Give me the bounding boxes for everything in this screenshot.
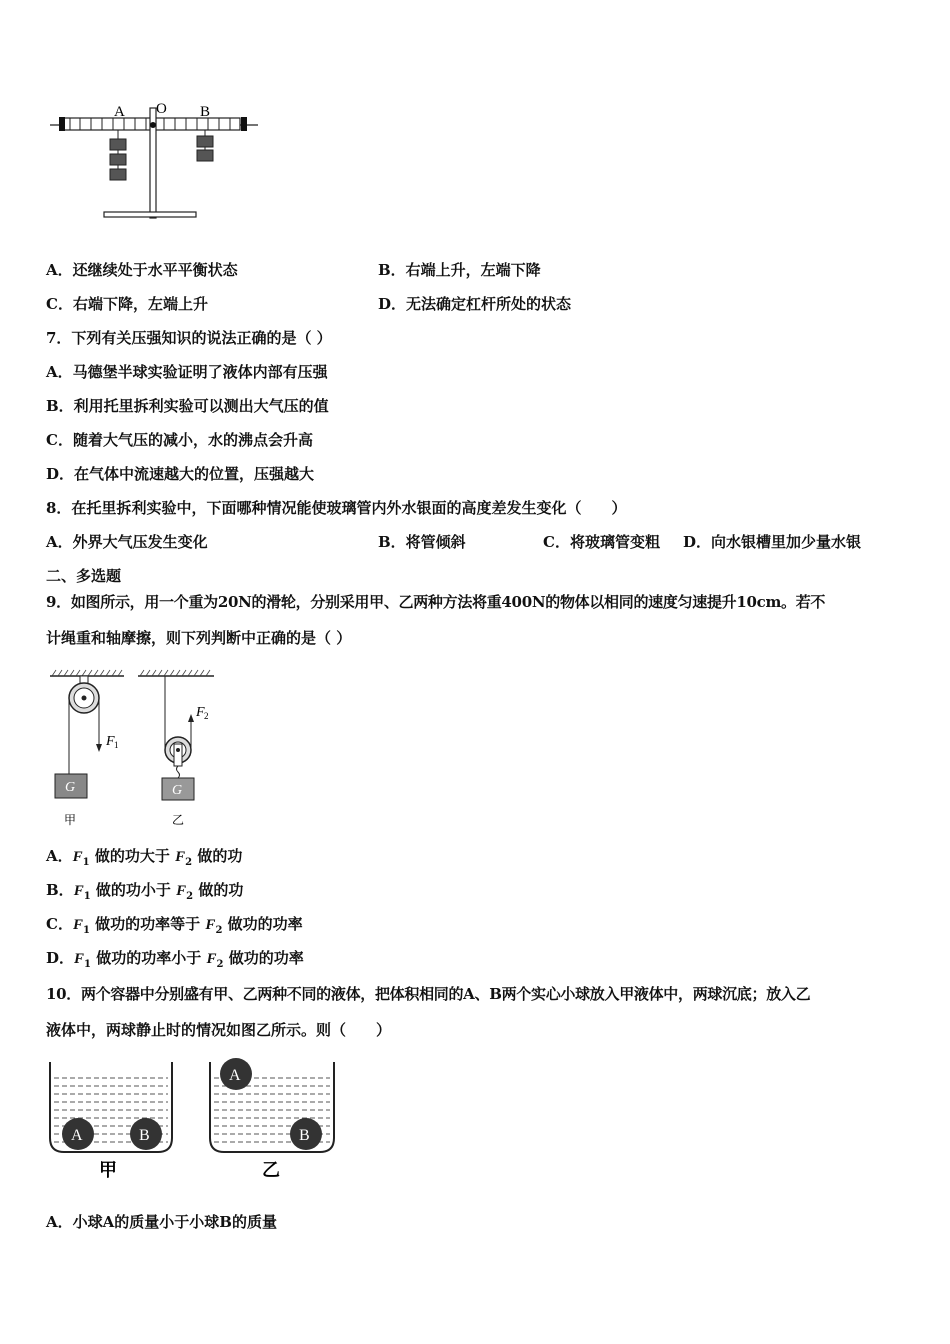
right-weights xyxy=(197,130,213,161)
weight-label-jia: G xyxy=(65,780,76,795)
q8-option-b: B．将管倾斜 xyxy=(378,533,466,551)
q10-option-a: A．小球A的质量小于小球B的质量 xyxy=(46,1213,277,1231)
container-jia xyxy=(50,1062,172,1180)
caption-jia-10: 甲 xyxy=(99,1160,117,1180)
q6-option-b: B．右端上升，左端下降 xyxy=(378,261,541,279)
lever-label-o: O xyxy=(156,101,167,117)
q9-option-b: B．$F_1$ 做的功小于 $F_2$ 做的功 xyxy=(46,881,244,902)
caption-yi-10: 乙 xyxy=(262,1160,280,1180)
movable-pulley xyxy=(165,676,194,778)
caption-jia: 甲 xyxy=(64,813,77,827)
section-heading: 二、多选题 xyxy=(46,567,122,585)
lever-pivot xyxy=(150,122,156,128)
f2-subscript: 2 xyxy=(204,711,209,721)
pulley-figure xyxy=(44,664,224,832)
ball-b-yi-label: B xyxy=(299,1127,310,1144)
f2-label: F xyxy=(196,705,205,720)
lever-right-nut xyxy=(241,117,247,131)
q8-stem: 8．在托里拆利实验中，下面哪种情况能使玻璃管内外水银面的高度差发生变化（ ） xyxy=(46,499,627,517)
fixed-pulley xyxy=(69,676,102,774)
ball-a-jia-label: A xyxy=(71,1127,83,1144)
q6-option-a: A．还继续处于水平平衡状态 xyxy=(46,261,238,279)
q9-stem-line2: 计绳重和轴摩擦，则下列判断中正确的是（ ） xyxy=(46,629,352,647)
f1-subscript: 1 xyxy=(114,740,119,750)
lever-base xyxy=(104,212,196,217)
weight-label-yi: G xyxy=(172,783,183,798)
lever-figure xyxy=(48,96,263,222)
ball-a-yi-label: A xyxy=(229,1067,241,1084)
containers-figure xyxy=(44,1056,344,1180)
q8-option-a: A．外界大气压发生变化 xyxy=(46,533,208,551)
q9-option-c: C．$F_1$ 做功的功率等于 $F_2$ 做功的功率 xyxy=(46,915,303,936)
q7-stem: 7．下列有关压强知识的说法正确的是（ ） xyxy=(46,329,332,347)
q10-stem-line1: 10．两个容器中分别盛有甲、乙两种不同的液体，把体积相同的A、B两个实心小球放入甲液体中，两球沉底；放入乙 xyxy=(46,985,811,1003)
ball-b-jia-label: B xyxy=(139,1127,150,1144)
q9-option-a: A．$F_1$ 做的功大于 $F_2$ 做的功 xyxy=(46,847,243,868)
lever-left-nut xyxy=(59,117,65,131)
q7-option-d: D．在气体中流速越大的位置，压强越大 xyxy=(46,465,315,483)
container-yi xyxy=(210,1058,334,1180)
q9-option-d: D．$F_1$ 做功的功率小于 $F_2$ 做功的功率 xyxy=(46,949,304,970)
q6-option-c: C．右端下降，左端上升 xyxy=(46,295,208,313)
q8-option-c: C．将玻璃管变粗 xyxy=(543,533,660,551)
caption-yi: 乙 xyxy=(172,813,185,827)
lever-label-b: B xyxy=(200,104,211,120)
q10-stem-line2: 液体中，两球静止时的情况如图乙所示。则（ ） xyxy=(46,1021,392,1039)
q7-option-a: A．马德堡半球实验证明了液体内部有压强 xyxy=(46,363,328,381)
q7-option-b: B．利用托里拆利实验可以测出大气压的值 xyxy=(46,397,329,415)
left-weights xyxy=(110,130,126,180)
q9-stem-line1: 9．如图所示，用一个重为20N的滑轮，分别采用甲、乙两种方法将重400N的物体以相同的速度匀速提升10cm。若不 xyxy=(46,593,826,611)
q6-option-d: D．无法确定杠杆所处的状态 xyxy=(378,295,572,313)
q8-option-d: D．向水银槽里加少量水银 xyxy=(683,533,862,551)
q7-option-c: C．随着大气压的减小，水的沸点会升高 xyxy=(46,431,313,449)
f1-label: F xyxy=(106,734,115,749)
lever-label-a: A xyxy=(114,104,125,120)
